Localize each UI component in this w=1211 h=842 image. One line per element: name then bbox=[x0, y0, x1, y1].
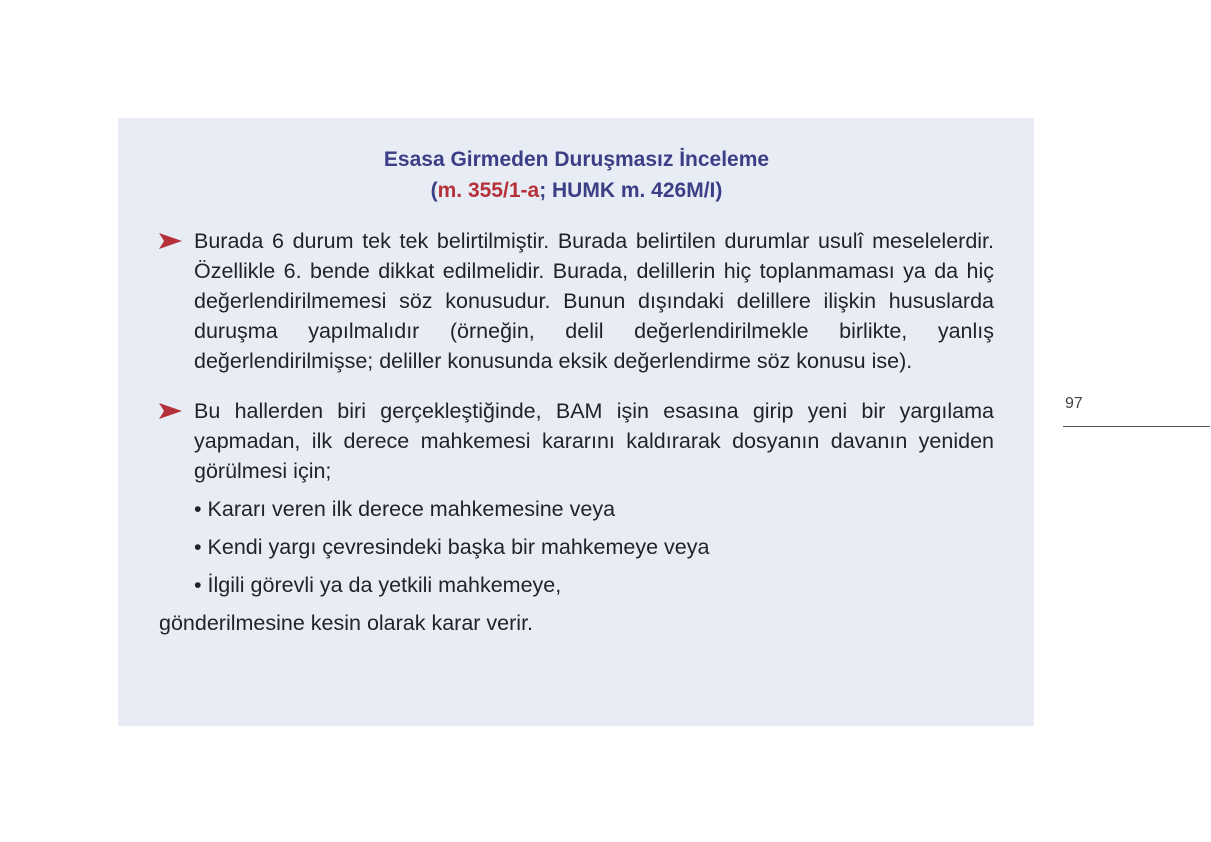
dot-icon: • bbox=[194, 573, 202, 597]
sub-list-item bbox=[194, 494, 994, 524]
page-number-rule bbox=[1063, 426, 1210, 427]
sub-list bbox=[159, 494, 994, 600]
bullet-paragraph-2 bbox=[159, 396, 994, 486]
title-ref-blue: ; HUMK m. 426M/I) bbox=[539, 179, 723, 202]
title-ref-red: m. 355/1-a bbox=[437, 179, 540, 202]
title-line-2 bbox=[159, 175, 994, 206]
sub-item-text-3: İlgili görevli ya da yetkili mahkemeye, bbox=[207, 573, 562, 597]
box-title bbox=[159, 144, 994, 206]
sub-list-item bbox=[194, 532, 994, 562]
bullet-text-1: Burada 6 durum tek tek belirtilmiştir. Burada belirtilen durumlar usulî meselelerdir. Özellikle 6. bende dikkat edilmelidir. Burada, delillerin hiç toplanmaması ya da hiç değerlendirilmemesi söz konusudur. Bunun dışındaki delillere ilişkin hususlarda duruşma yapılmalıdır (örneğin, delil değerlendirilmekle birlikte, yanlış değerlendirilmişse; deliller konusunda eksik değerlendirme söz konusu ise). bbox=[194, 229, 994, 373]
title-line-1: Esasa Girmeden Duruşmasız İnceleme bbox=[383, 148, 770, 171]
sub-list-item bbox=[194, 570, 994, 600]
dot-icon: • bbox=[194, 535, 202, 559]
sub-item-text-2: Kendi yargı çevresindeki başka bir mahkemeye veya bbox=[207, 535, 710, 559]
title-open-paren: ( bbox=[430, 179, 438, 202]
arrow-right-icon bbox=[159, 233, 182, 249]
dot-icon: • bbox=[194, 497, 202, 521]
bullet-text-2: Bu hallerden biri gerçekleştiğinde, BAM işin esasına girip yeni bir yargılama yapmadan, ilk derece mahkemesi kararını kaldırarak dosyanın davanın yeniden görülmesi için; bbox=[194, 399, 994, 483]
arrow-right-icon bbox=[159, 403, 182, 419]
bullet-paragraph-1 bbox=[159, 226, 994, 376]
page-number: 97 bbox=[1065, 395, 1083, 412]
closing-text: gönderilmesine kesin olarak karar verir. bbox=[159, 611, 534, 635]
sub-item-text-1: Kararı veren ilk derece mahkemesine veya bbox=[207, 497, 616, 521]
content-box bbox=[118, 118, 1034, 726]
